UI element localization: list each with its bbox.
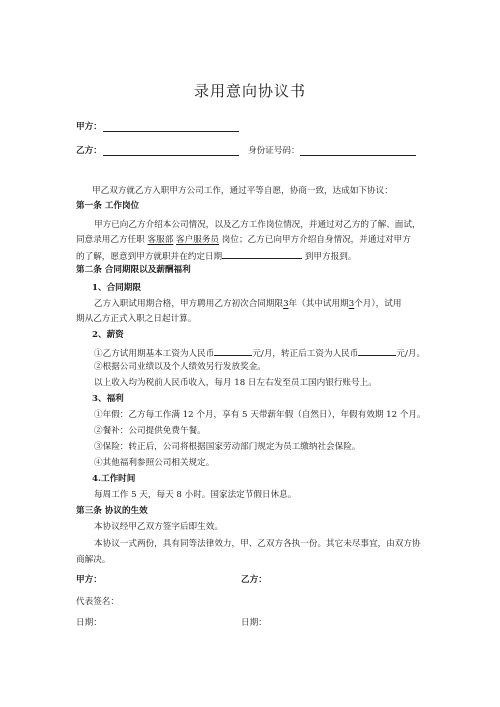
probation-salary-blank[interactable]	[214, 345, 252, 356]
party-b-label: 乙方：	[76, 146, 102, 156]
contract-years-value: 3	[283, 299, 289, 309]
work-hours-line-1: 每周工作 5 天，每天 8 小时。国家法定节假日休息。	[94, 490, 297, 500]
party-a-date-label: 日期：	[76, 618, 102, 628]
benefits-line-3: ③保险：转正后，公司将根据国家劳动部门规定为员工缴纳社会保险。	[94, 442, 361, 452]
representative-signature-label: 代表签名：	[76, 597, 119, 607]
report-date-blank[interactable]	[222, 248, 302, 259]
article-3-line-3: 商解决。	[76, 555, 111, 565]
sign-party-a-label: 甲方：	[76, 575, 102, 585]
article-3-line-1: 本协议经甲乙双方签字后即生效。	[94, 522, 223, 532]
article-3-heading: 第三条 协议的生效	[76, 506, 148, 516]
id-number-blank[interactable]	[300, 155, 416, 156]
intro-text: 甲乙双方就乙方入职甲方公司工作，通过平等自愿，协商一致，达成如下协议：	[92, 186, 393, 196]
section-benefits-heading: 3、福利	[92, 394, 124, 404]
benefits-line-4: ④其他福利参照公司相关规定。	[94, 458, 215, 468]
article-1-line-2: 同意录用乙方任职 客服部 客户服务员 岗位；乙方已向甲方介绍自身情况，并通过对甲方	[76, 235, 411, 245]
section-contract-term-heading: 1、合同期限	[92, 283, 141, 293]
position-value: 客户服务员	[176, 235, 220, 245]
regular-salary-blank[interactable]	[358, 345, 396, 356]
salary-line-1: ①乙方试用期基本工资为人民币 元/月，转正后工资为人民币 元/月。	[94, 345, 425, 360]
document-title: 录用意向协议书	[193, 82, 306, 100]
article-3-line-2: 本协议一式两份，具有同等法律效力，甲、乙双方各执一份。其它未尽事宜，由双方协	[94, 539, 421, 549]
party-b-blank[interactable]	[103, 155, 239, 156]
section-salary-heading: 2、薪资	[92, 330, 124, 340]
department-value: 客服部	[147, 235, 174, 245]
benefits-line-2: ②餐补：公司提供免费午餐。	[94, 426, 206, 436]
article-2-heading: 第二条 合同期限以及薪酬福利	[76, 265, 191, 275]
salary-line-3: 以上收入均为税前人民币收入，每月 18 日左右发至员工国内银行账号上。	[94, 378, 377, 388]
article-1-line-3: 的了解，愿意到甲方就职并在约定日期 到甲方报到。	[76, 248, 356, 263]
party-a-label: 甲方：	[76, 122, 102, 132]
sign-party-b-label: 乙方：	[241, 575, 267, 585]
probation-months-value: 3	[348, 299, 355, 309]
party-a-blank[interactable]	[103, 131, 239, 132]
contract-term-line-1: 乙方入职试用期合格，甲方聘用乙方初次合同期限3年（其中试用期3个月），试用	[94, 299, 402, 309]
salary-line-2: ②根据公司业绩以及个人绩效另行发放奖金。	[94, 362, 266, 372]
contract-term-line-2: 期从乙方正式入职之日起计算。	[76, 314, 197, 324]
party-b-date-label: 日期：	[241, 618, 267, 628]
article-1-line-1: 甲方已向乙方介绍本公司情况，以及乙方工作岗位情况，并通过对乙方的了解、面试，	[94, 220, 421, 230]
benefits-line-1: ①年假：乙方每工作满 12 个月，享有 5 天带薪年假（自然日），年假有效期 12 个月。	[94, 410, 426, 420]
section-work-hours-heading: 4.工作时间	[92, 474, 136, 484]
article-1-heading: 第一条 工作岗位	[76, 201, 140, 211]
id-number-label: 身份证号码：	[248, 146, 300, 156]
